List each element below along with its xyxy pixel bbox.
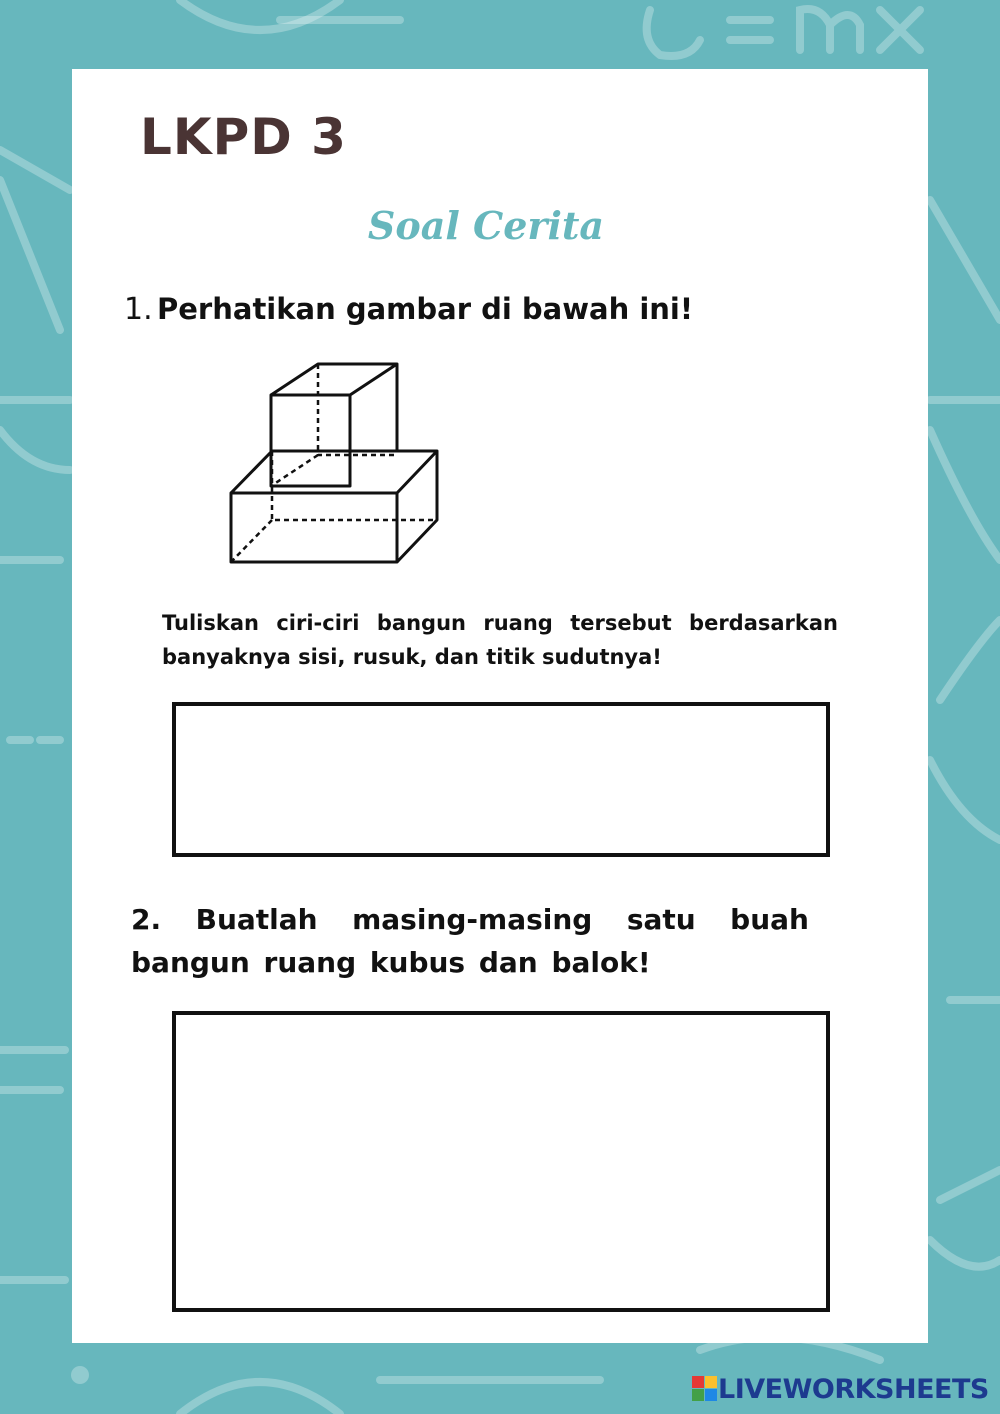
cube-front-face xyxy=(271,395,350,486)
cube-on-cuboid-figure xyxy=(225,358,445,568)
liveworksheets-logo xyxy=(692,1370,989,1408)
question-2-prompt: 2. Buatlah masing-masing satu buah bangun ruang kubus dan balok! xyxy=(131,903,809,979)
question-1-prompt: Perhatikan gambar di bawah ini! xyxy=(157,292,694,326)
answer-box-1[interactable] xyxy=(172,702,830,857)
cube-top-edges xyxy=(271,364,397,395)
cuboid-front-face xyxy=(231,493,397,562)
cuboid-right-edges xyxy=(397,451,437,562)
cuboid-hidden-edges xyxy=(231,451,437,562)
liveworksheets-brand-text: LIVEWORKSHEETS xyxy=(718,1373,989,1405)
question-1-number: 1. xyxy=(124,292,153,327)
question-1-instruction: Tuliskan ciri-ciri bangun ruang tersebut berdasarkan banyaknya sisi, rusuk, dan titik sudutnya! xyxy=(162,611,838,669)
worksheet-title: LKPD 3 xyxy=(140,108,347,166)
liveworksheets-logo-icon xyxy=(692,1376,718,1402)
answer-box-2[interactable] xyxy=(172,1011,830,1312)
worksheet-subtitle: Soal Cerita xyxy=(367,203,605,248)
